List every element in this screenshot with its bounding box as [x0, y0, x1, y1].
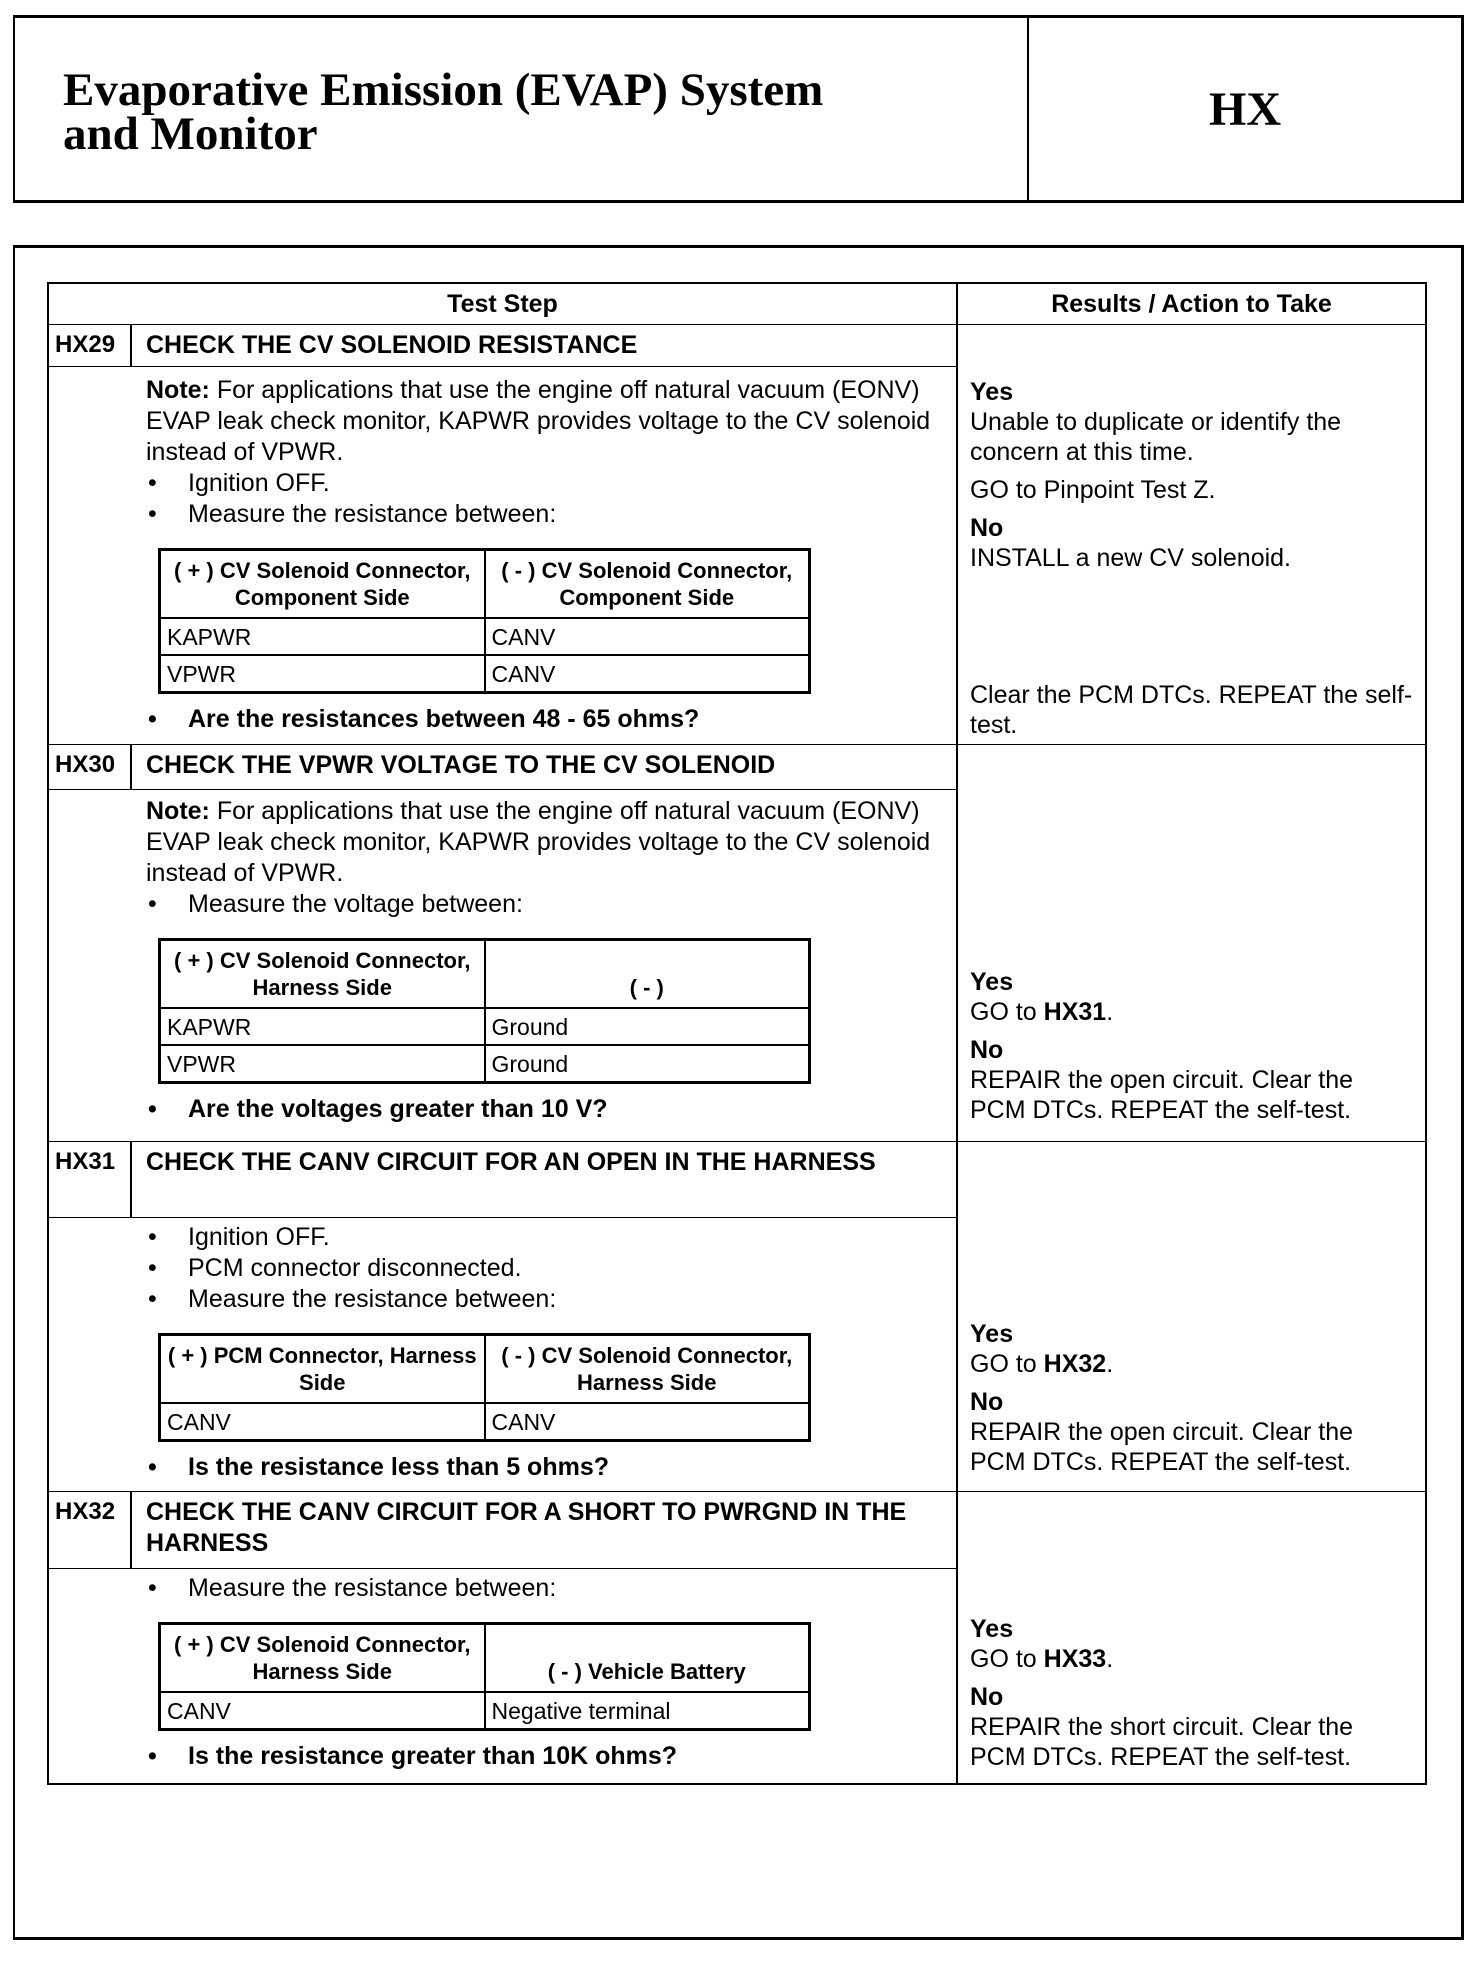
no-label: No — [970, 1683, 1004, 1711]
bullet-icon: • — [148, 469, 157, 497]
title-line-1: Evaporative Emission (EVAP) System — [63, 64, 824, 116]
bullet-icon: • — [148, 1452, 157, 1481]
measure-cell: CANV — [485, 1403, 810, 1440]
bullet-icon: • — [148, 1741, 157, 1770]
bullet-icon: • — [148, 704, 157, 733]
measure-header: ( + ) PCM Connector, Harness Side — [160, 1335, 485, 1404]
question — [146, 704, 956, 735]
section-code: HX — [1209, 82, 1281, 136]
step-hx29 — [49, 325, 1425, 745]
measure-header: ( + ) CV Solenoid Connector, Harness Side — [160, 940, 485, 1009]
bullet-item — [146, 468, 956, 499]
step-hx31 — [49, 1142, 1425, 1492]
goto-step-link[interactable]: HX31 — [1043, 998, 1107, 1026]
no-label: No — [970, 514, 1004, 542]
bullet-text: Measure the resistance between: — [188, 500, 557, 528]
table-row — [160, 1045, 810, 1082]
step-title: CHECK THE CANV CIRCUIT FOR A SHORT TO PWRGND IN THE HARNESS — [146, 1498, 907, 1557]
goto-step-link[interactable]: HX32 — [1043, 1350, 1107, 1378]
measure-cell: VPWR — [160, 1045, 485, 1082]
measure-cell: CANV — [160, 1692, 485, 1729]
step-id: HX29 — [49, 325, 132, 366]
step-id: HX32 — [49, 1492, 132, 1568]
table-row — [160, 1692, 810, 1729]
measure-header: ( - ) — [485, 940, 810, 1009]
bullet-text: Measure the resistance between: — [188, 1574, 557, 1602]
yes-label: Yes — [970, 1615, 1014, 1643]
measure-cell: CANV — [485, 618, 810, 655]
question-text: Is the resistance greater than 10K ohms? — [188, 1741, 678, 1770]
title-line-2: and Monitor — [63, 108, 318, 160]
bullet-item — [146, 499, 956, 530]
measure-header: ( + ) CV Solenoid Connector, Component Side — [160, 550, 485, 619]
yes-text: GO to — [970, 1645, 1044, 1673]
table-row — [160, 655, 810, 692]
yes-text: GO to — [970, 1350, 1044, 1378]
bullet-text: Ignition OFF. — [188, 1223, 330, 1251]
table-header — [49, 284, 1425, 325]
results-cell: Yes GO to HX31. No REPAIR the open circuit. Clear the PCM DTCs. REPEAT the self-test. — [958, 745, 1425, 1142]
bullet-item — [146, 1253, 956, 1284]
measurement-table — [158, 1333, 811, 1442]
table-row — [160, 1008, 810, 1045]
step-id: HX30 — [49, 745, 132, 789]
yes-action: GO to Pinpoint Test Z. — [970, 476, 1216, 504]
measurement-table — [158, 1622, 811, 1731]
results-cell: Yes GO to HX33. No REPAIR the short circuit. Clear the PCM DTCs. REPEAT the self-test. — [958, 1492, 1425, 1783]
question-text: Are the resistances between 48 - 65 ohms? — [188, 704, 700, 733]
bullet-text: Ignition OFF. — [188, 469, 330, 497]
col-header-results: Results / Action to Take — [1051, 289, 1332, 318]
no-label: No — [970, 1036, 1004, 1064]
no-text: REPAIR the open circuit. Clear the PCM DTCs. REPEAT the self-test. — [970, 1418, 1354, 1476]
no-text: REPAIR the open circuit. Clear the PCM DTCs. REPEAT the self-test. — [970, 1066, 1354, 1124]
yes-label: Yes — [970, 968, 1014, 996]
bullet-icon: • — [148, 500, 157, 528]
page-title — [63, 64, 983, 160]
measure-cell: VPWR — [160, 655, 485, 692]
measure-header: ( - ) Vehicle Battery — [485, 1624, 810, 1693]
yes-text: GO to — [970, 998, 1044, 1026]
yes-text: Unable to duplicate or identify the concern at this time. — [970, 408, 1342, 466]
step-id: HX31 — [49, 1142, 132, 1217]
measure-cell: KAPWR — [160, 1008, 485, 1045]
measure-cell: Ground — [485, 1045, 810, 1082]
note — [146, 375, 956, 468]
no-action: Clear the PCM DTCs. REPEAT the self-test. — [970, 681, 1413, 739]
measure-cell: CANV — [485, 655, 810, 692]
table-row — [160, 1403, 810, 1440]
step-title: CHECK THE CANV CIRCUIT FOR AN OPEN IN THE HARNESS — [146, 1148, 876, 1176]
bullet-icon: • — [148, 1574, 157, 1602]
note-label: Note: — [146, 376, 210, 404]
measurement-table — [158, 548, 811, 694]
results-cell — [958, 325, 1425, 745]
page-header — [13, 15, 1464, 203]
col-header-test-step: Test Step — [49, 284, 958, 324]
no-label: No — [970, 1388, 1004, 1416]
question-text: Are the voltages greater than 10 V? — [188, 1094, 608, 1123]
measure-cell: CANV — [160, 1403, 485, 1440]
question-text: Is the resistance less than 5 ohms? — [188, 1452, 609, 1481]
bullet-text: Measure the voltage between: — [188, 890, 523, 918]
yes-label: Yes — [970, 378, 1014, 406]
note-text: For applications that use the engine off natural vacuum (EONV) EVAP leak check monitor, KAPWR provides voltage to the CV solenoid instead of VPWR. — [146, 376, 931, 466]
measure-cell: Ground — [485, 1008, 810, 1045]
measure-header: ( + ) CV Solenoid Connector, Harness Side — [160, 1624, 485, 1693]
step-title: CHECK THE CV SOLENOID RESISTANCE — [146, 331, 638, 359]
note-text: For applications that use the engine off natural vacuum (EONV) EVAP leak check monitor, KAPWR provides voltage to the CV solenoid instead of VPWR. — [146, 797, 931, 887]
question — [146, 1452, 956, 1483]
measurement-table — [158, 938, 811, 1084]
bullet-item — [146, 1573, 956, 1604]
question — [146, 1741, 956, 1772]
bullet-item — [146, 1222, 956, 1253]
bullet-icon: • — [148, 1094, 157, 1123]
step-title: CHECK THE VPWR VOLTAGE TO THE CV SOLENOID — [146, 751, 776, 779]
bullet-text: Measure the resistance between: — [188, 1285, 557, 1313]
note-label: Note: — [146, 797, 210, 825]
bullet-icon: • — [148, 1223, 157, 1251]
bullet-text: PCM connector disconnected. — [188, 1254, 522, 1282]
test-step-table — [47, 282, 1427, 1785]
bullet-icon: • — [148, 890, 157, 918]
measure-cell: Negative terminal — [485, 1692, 810, 1729]
step-hx32 — [49, 1492, 1425, 1783]
goto-step-link[interactable]: HX33 — [1043, 1645, 1107, 1673]
measure-header: ( - ) CV Solenoid Connector, Component Side — [485, 550, 810, 619]
no-text: REPAIR the short circuit. Clear the PCM DTCs. REPEAT the self-test. — [970, 1713, 1354, 1771]
yes-label: Yes — [970, 1320, 1014, 1348]
note — [146, 796, 956, 889]
measure-cell: KAPWR — [160, 618, 485, 655]
table-row — [160, 618, 810, 655]
results-cell: Yes GO to HX32. No REPAIR the open circuit. Clear the PCM DTCs. REPEAT the self-test. — [958, 1142, 1425, 1492]
bullet-icon: • — [148, 1285, 157, 1313]
bullet-icon: • — [148, 1254, 157, 1282]
no-text: INSTALL a new CV solenoid. — [970, 544, 1291, 572]
bullet-item — [146, 1284, 956, 1315]
measure-header: ( - ) CV Solenoid Connector, Harness Side — [485, 1335, 810, 1404]
bullet-item — [146, 889, 956, 920]
question — [146, 1094, 956, 1125]
step-hx30 — [49, 745, 1425, 1142]
